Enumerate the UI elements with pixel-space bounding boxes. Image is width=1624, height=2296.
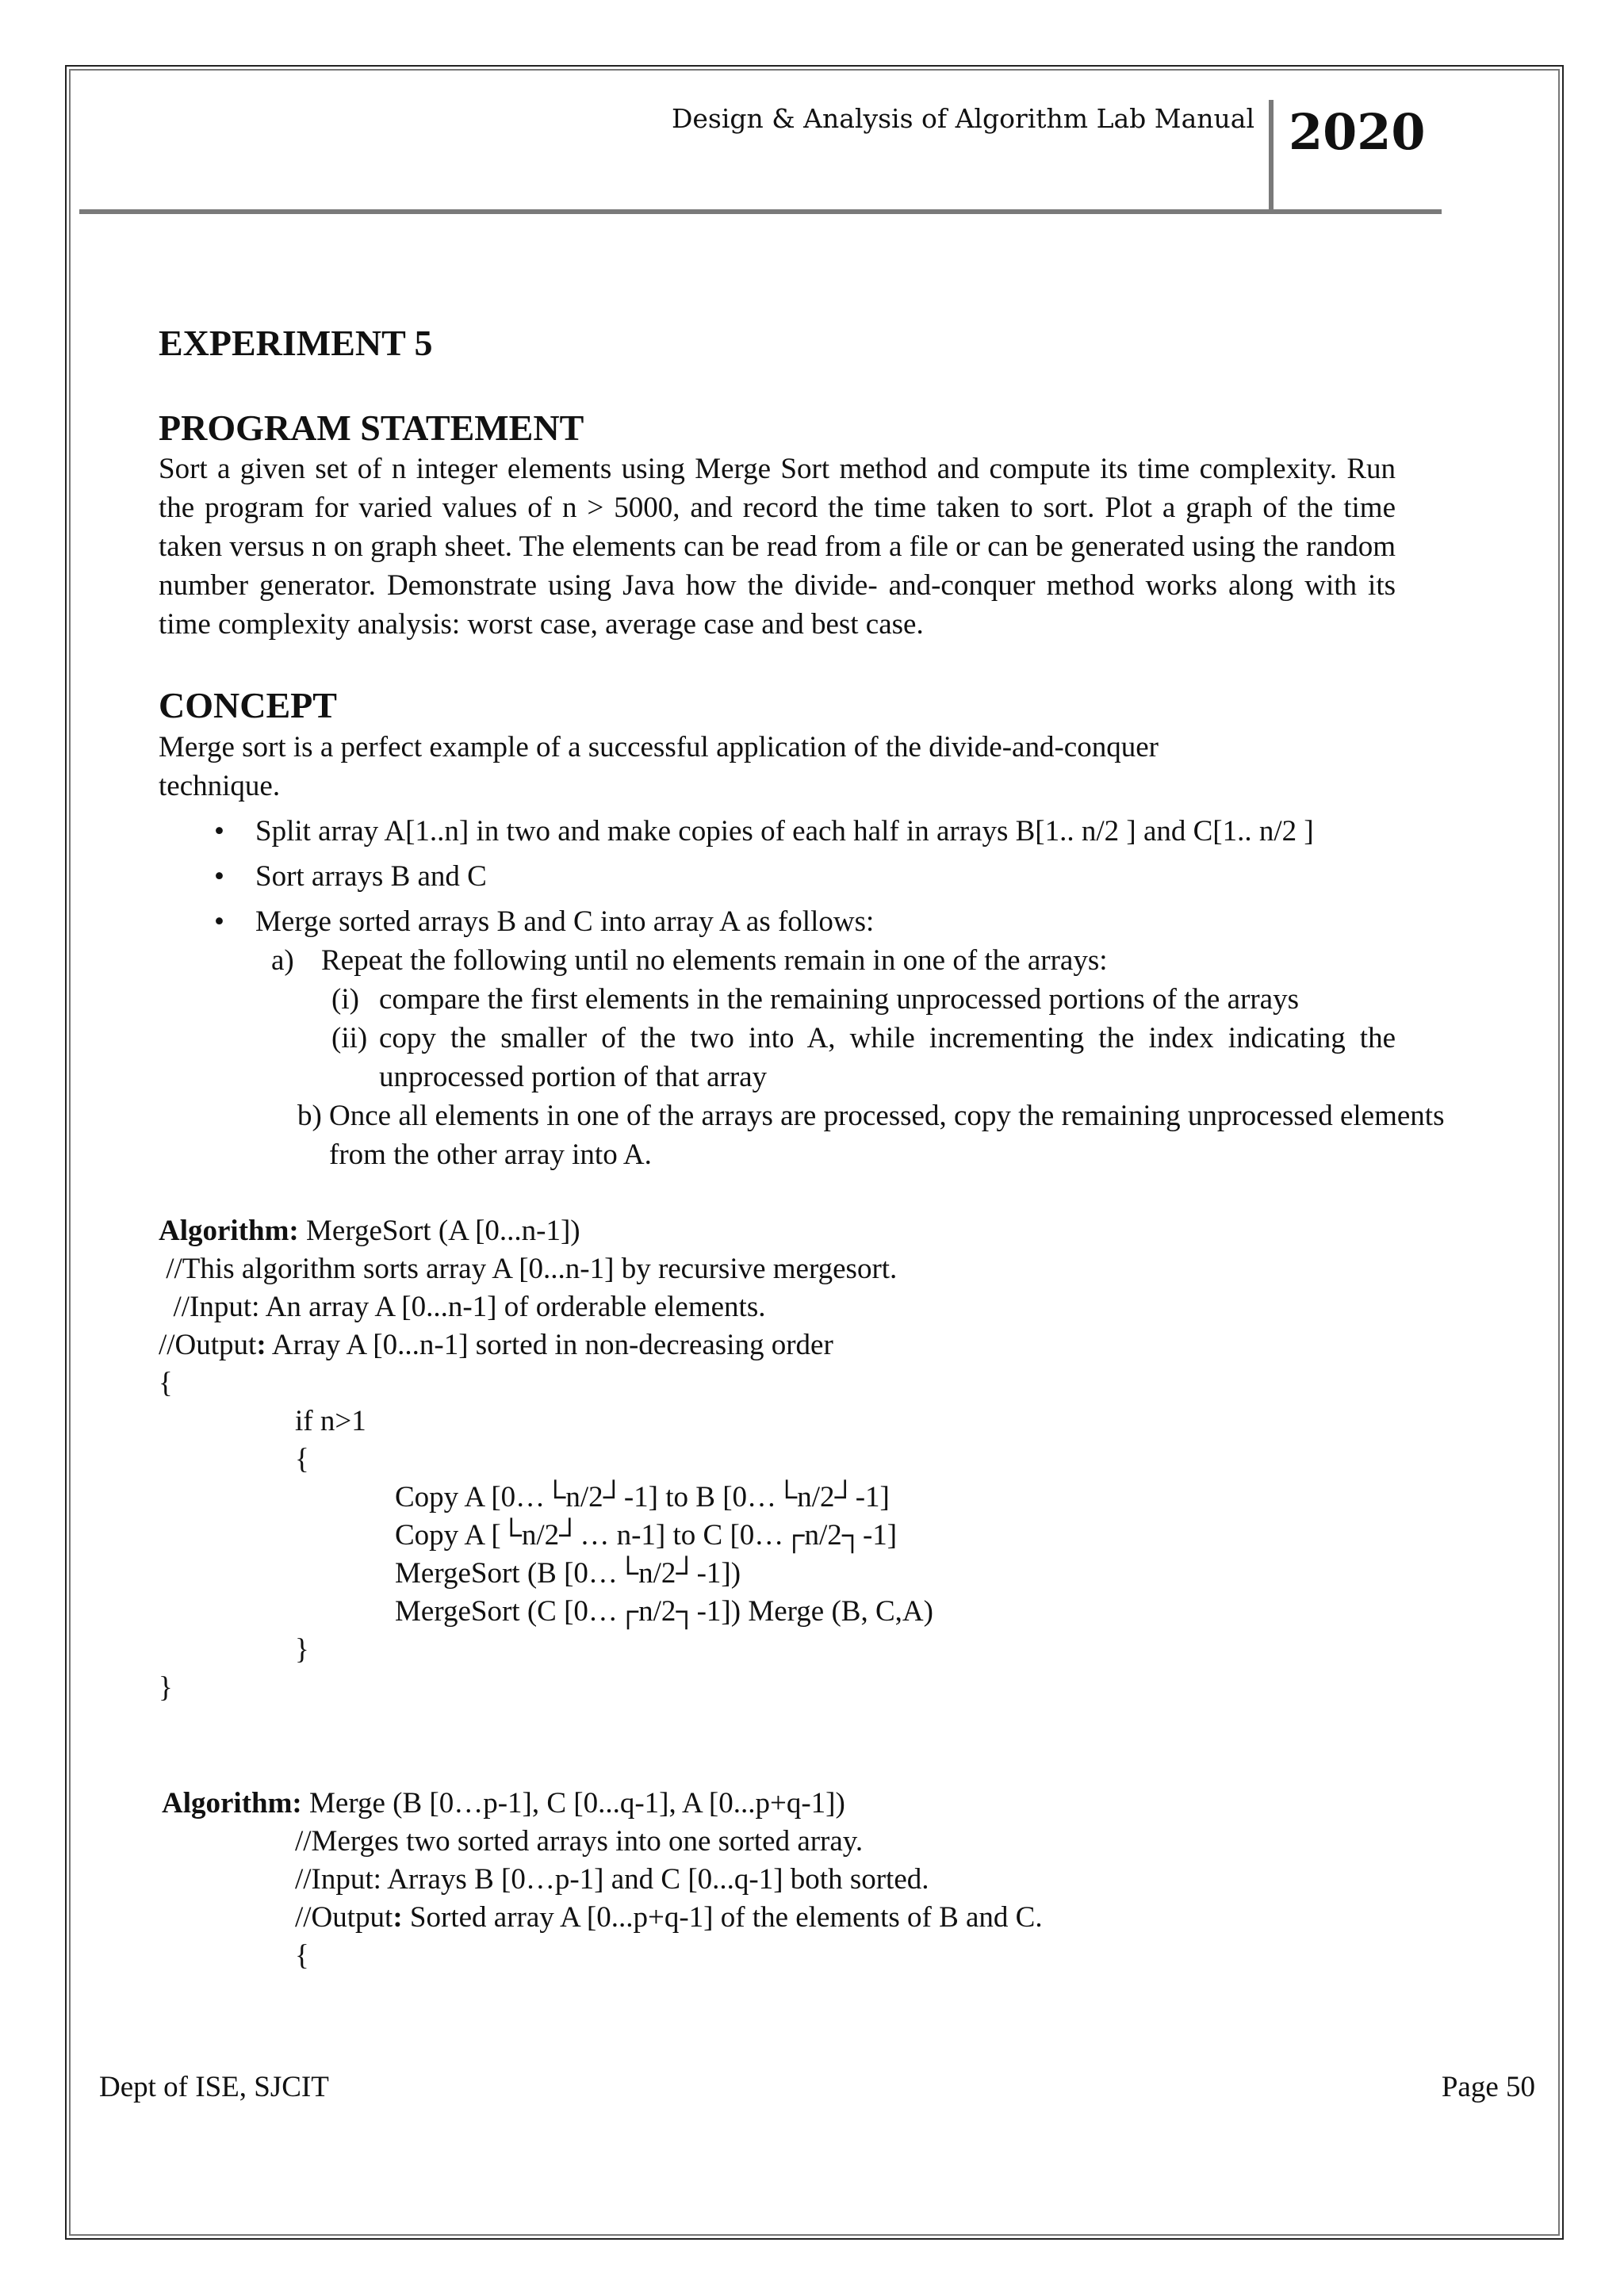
step-a-i: (i) compare the first elements in the remaining unprocessed portions of the arrays (331, 982, 1299, 1016)
bullet-icon: • (214, 814, 224, 848)
concept-intro: Merge sort is a perfect example of a successful application of the divide-and-conquer technique. (159, 730, 1159, 802)
algo1-close-brace: } (159, 1670, 173, 1704)
algorithm-merge (159, 1785, 1396, 1975)
algo2-output: //Output: Sorted array A [0...p+q-1] of the elements of B and C. (295, 1900, 1043, 1934)
header-vertical-divider (1269, 100, 1274, 211)
algo1-if: if n>1 (295, 1404, 366, 1437)
concept-heading: CONCEPT (159, 685, 337, 726)
algo2-signature: Algorithm: Merge (B [0…p-1], C [0...q-1], A [0...p+q-1]) (162, 1786, 845, 1820)
algo2-comment: //Merges two sorted arrays into one sorted array. (295, 1824, 864, 1858)
step-b: b) Once all elements in one of the arrays are processed, copy the remaining unprocessed elements from the other array into A. (297, 1099, 1445, 1171)
algo1-open-brace: { (159, 1366, 173, 1399)
bullet-sort: • Sort arrays B and C (159, 857, 1396, 896)
algo1-body-line: MergeSort (C [0…┌n/2┐-1]) Merge (B, C,A) (395, 1594, 933, 1628)
algo1-inner-close: } (295, 1632, 309, 1666)
bullet-split: • Split array A[1..n] in two and make copies of each half in arrays B[1.. n/2 ] and C[1.. n/2 ] (159, 812, 1396, 851)
algorithm-mergesort (159, 1212, 1396, 1707)
algo1-comment: //This algorithm sorts array A [0...n-1] by recursive mergesort. (159, 1252, 898, 1285)
merge-steps (159, 941, 1445, 1174)
header-year: 2020 (1289, 103, 1426, 161)
header-divider (79, 209, 1442, 214)
program-statement-text: Sort a given set of n integer elements using Merge Sort method and compute its time complexity. Run the program for varied values of n > 5000, and record the time taken to sort. Plot a graph of the time taken versus n on graph sheet. The elements can be read from a file or can be generated using the random number generator. Demonstrate using Java how the divide- and-conquer method works along with its time complexity analysis: worst case, average case and best case. (159, 453, 1396, 641)
algo1-body-line: Copy A [└n/2┘… n-1] to C [0…┌n/2┐-1] (395, 1518, 898, 1552)
header-title: Design & Analysis of Algorithm Lab Manual (671, 103, 1254, 134)
algo1-body-line: MergeSort (B [0…└n/2┘-1]) (395, 1556, 741, 1590)
footer-department: Dept of ISE, SJCIT (99, 2071, 329, 2103)
algo1-output: //Output: Array A [0...n-1] sorted in non-decreasing order (159, 1328, 833, 1361)
algo1-body-line: Copy A [0…└n/2┘-1] to B [0…└n/2┘-1] (395, 1480, 890, 1513)
experiment-title: EXPERIMENT 5 (159, 323, 433, 363)
bullet-icon: • (214, 905, 224, 938)
page-content (159, 321, 1445, 1975)
algo2-input: //Input: Arrays B [0…p-1] and C [0...q-1] both sorted. (295, 1862, 929, 1896)
algo1-input: //Input: An array A [0...n-1] of orderable elements. (159, 1290, 766, 1323)
program-statement-heading: PROGRAM STATEMENT (159, 408, 584, 449)
footer-page-number: Page 50 (1441, 2071, 1535, 2103)
step-a-ii: (ii) copy the smaller of the two into A, while incrementing the index indicating the unprocessed portion of that array (331, 1021, 1396, 1093)
step-a: a) Repeat the following until no elements remain in one of the arrays: (271, 943, 1108, 977)
algo1-signature: Algorithm: MergeSort (A [0...n-1]) (159, 1214, 580, 1247)
concept-bullets (159, 812, 1396, 941)
algo1-inner-open: { (295, 1442, 309, 1475)
algo2-open-brace: { (295, 1938, 309, 1972)
bullet-icon: • (214, 859, 224, 893)
bullet-merge: • Merge sorted arrays B and C into array A as follows: (159, 902, 1396, 941)
